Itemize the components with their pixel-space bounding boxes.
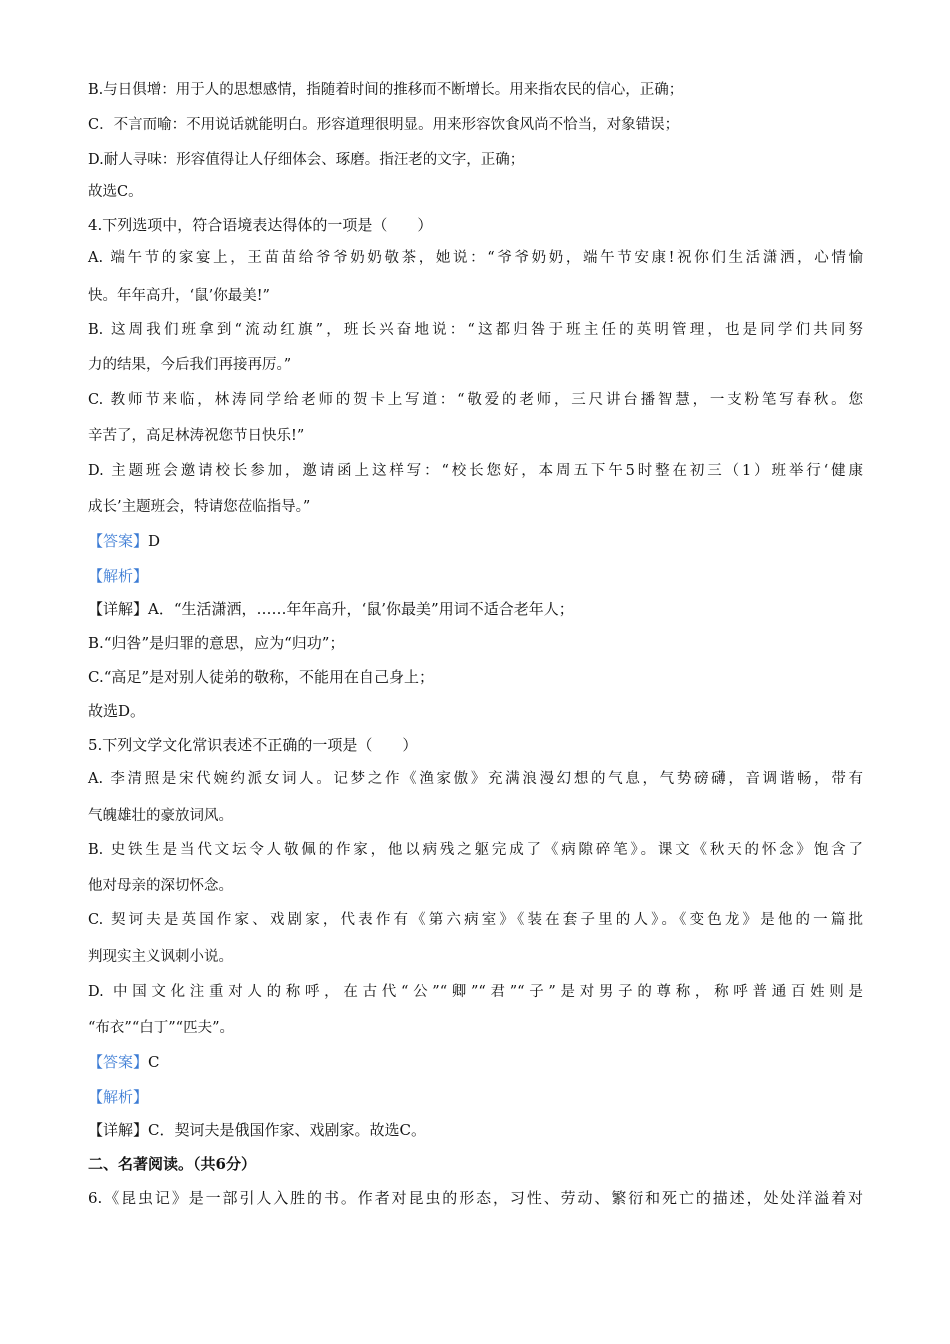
q4-option-a-line1: A. 端午节的家宴上，王苗苗给爷爷奶奶敬茶，她说：“爷爷奶奶，端午节安康!祝你们生活潇洒，心情愉 bbox=[88, 250, 863, 266]
q4-conclusion: 故选D。 bbox=[88, 702, 146, 720]
q5-answer bbox=[88, 1050, 863, 1074]
q3-analysis-c: C．不言而喻：不用说话就能明白。形容道理很明显。用来形容饮食风尚不恰当，对象错误； bbox=[88, 117, 680, 133]
q4-detail-b: B.“归咎”是归罪的意思，应为“归功”； bbox=[88, 634, 345, 652]
q4-stem: 4.下列选项中，符合语境表达得体的一项是（ ） bbox=[88, 216, 433, 234]
q5-option-b-line1: B. 史铁生是当代文坛令人敬佩的作家，他以病残之躯完成了《病隙碎笔》。课文《秋天的怀念》饱含了 bbox=[88, 842, 863, 858]
q4-option-c-line1: C. 教师节来临，林涛同学给老师的贺卡上写道：“敬爱的老师，三尺讲台播智慧，一支粉笔写春秋。您 bbox=[88, 392, 863, 408]
detail-tag: 【详解】 bbox=[88, 600, 149, 618]
detail-text: C．契诃夫是俄国作家、戏剧家。故选C。 bbox=[148, 1121, 426, 1139]
q5-analysis-heading bbox=[88, 1085, 863, 1109]
q5-option-a-line1: A. 李清照是宋代婉约派女词人。记梦之作《渔家傲》充满浪漫幻想的气息，气势磅礴，音调谐畅，带有 bbox=[88, 771, 863, 787]
q5-detail bbox=[88, 1118, 863, 1142]
answer-value: D bbox=[148, 532, 161, 550]
detail-tag: 【详解】 bbox=[88, 1121, 149, 1139]
q3-analysis-d: D.耐人寻味：形容值得让人仔细体会、琢磨。指汪老的文字，正确； bbox=[88, 152, 525, 168]
analysis-tag: 【解析】 bbox=[88, 567, 149, 585]
q5-option-b-line2: 他对母亲的深切怀念。 bbox=[88, 878, 233, 894]
q3-analysis-b: B.与日俱增：用于人的思想感情，指随着时间的推移而不断增长。用来指农民的信心，正确； bbox=[88, 82, 684, 98]
q5-option-c-line2: 判现实主义讽刺小说。 bbox=[88, 949, 233, 965]
q4-option-d-line2: 成长’主题班会，特请您莅临指导。” bbox=[88, 499, 311, 515]
q4-answer bbox=[88, 529, 863, 553]
q5-option-c-line1: C. 契诃夫是英国作家、戏剧家，代表作有《第六病室》《装在套子里的人》。《变色龙》是他的一篇批 bbox=[88, 912, 863, 928]
q4-option-d-line1: D. 主题班会邀请校长参加，邀请函上这样写：“校长您好，本周五下午5时整在初三（1）班举行‘健康 bbox=[88, 463, 863, 479]
q5-option-d-line2: “布衣”“白丁”“匹夫”。 bbox=[88, 1020, 234, 1036]
q5-stem: 5.下列文学文化常识表述不正确的一项是（ ） bbox=[88, 736, 418, 754]
q4-option-a-line2: 快。年年高升，‘鼠’你最美!” bbox=[88, 288, 270, 304]
answer-tag: 【答案】 bbox=[88, 532, 149, 550]
detail-a-text: A．“生活潇洒，……年年高升，‘鼠’你最美”用词不适合老年人； bbox=[148, 600, 574, 618]
q4-option-c-line2: 辛苦了，高足林涛祝您节日快乐!” bbox=[88, 428, 305, 444]
analysis-tag: 【解析】 bbox=[88, 1088, 149, 1106]
q4-analysis-heading bbox=[88, 564, 863, 588]
section-heading: 二、名著阅读。（共6分） bbox=[88, 1155, 256, 1173]
q6-stem-line1: 6.《昆虫记》是一部引人入胜的书。作者对昆虫的形态，习性、劳动、繁衍和死亡的描述，处处洋溢着对 bbox=[88, 1189, 863, 1207]
q4-option-b-line2: 力的结果，今后我们再接再厉。” bbox=[88, 357, 292, 373]
q3-conclusion: 故选C。 bbox=[88, 184, 143, 200]
q4-detail-a bbox=[88, 597, 863, 621]
q4-option-b-line1: B. 这周我们班拿到“流动红旗”，班长兴奋地说：“这都归咎于班主任的英明管理，也是同学们共同努 bbox=[88, 322, 863, 338]
answer-value: C bbox=[148, 1053, 160, 1071]
q5-option-a-line2: 气魄雄壮的豪放词风。 bbox=[88, 808, 233, 824]
q4-detail-c: C.“高足”是对别人徒弟的敬称，不能用在自己身上； bbox=[88, 668, 435, 686]
q5-option-d-line1: D. 中国文化注重对人的称呼，在古代“公”“卿”“君”“子”是对男子的尊称，称呼普通百姓则是 bbox=[88, 984, 863, 1000]
answer-tag: 【答案】 bbox=[88, 1053, 149, 1071]
